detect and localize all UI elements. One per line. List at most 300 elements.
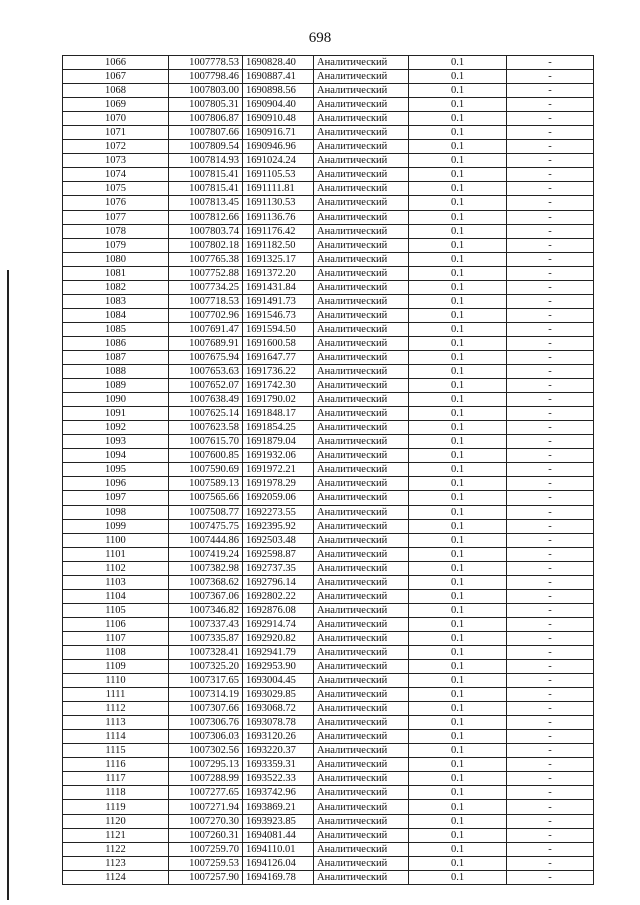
point-number-cell: 1124 [63, 870, 169, 884]
method-cell: Аналитический [314, 168, 409, 182]
note-cell: - [507, 716, 594, 730]
note-cell: - [507, 575, 594, 589]
y-coordinate-cell: 1693120.26 [243, 730, 314, 744]
point-number-cell: 1099 [63, 519, 169, 533]
y-coordinate-cell: 1690904.40 [243, 98, 314, 112]
point-number-cell: 1112 [63, 702, 169, 716]
point-number-cell: 1075 [63, 182, 169, 196]
y-coordinate-cell: 1691848.17 [243, 407, 314, 421]
note-cell: - [507, 772, 594, 786]
point-number-cell: 1078 [63, 224, 169, 238]
method-cell: Аналитический [314, 519, 409, 533]
x-coordinate-cell: 1007807.66 [169, 126, 243, 140]
note-cell: - [507, 870, 594, 884]
accuracy-cell: 0.1 [409, 182, 507, 196]
y-coordinate-cell: 1692796.14 [243, 575, 314, 589]
table-row [63, 800, 594, 814]
y-coordinate-cell: 1694081.44 [243, 828, 314, 842]
y-coordinate-cell: 1693923.85 [243, 814, 314, 828]
y-coordinate-cell: 1690887.41 [243, 70, 314, 84]
table-row [63, 336, 594, 350]
table-row [63, 477, 594, 491]
method-cell: Аналитический [314, 828, 409, 842]
x-coordinate-cell: 1007382.98 [169, 561, 243, 575]
y-coordinate-cell: 1692598.87 [243, 547, 314, 561]
y-coordinate-cell: 1693220.37 [243, 744, 314, 758]
x-coordinate-cell: 1007805.31 [169, 98, 243, 112]
note-cell: - [507, 252, 594, 266]
y-coordinate-cell: 1692503.48 [243, 533, 314, 547]
y-coordinate-cell: 1691130.53 [243, 196, 314, 210]
x-coordinate-cell: 1007288.99 [169, 772, 243, 786]
table-row [63, 449, 594, 463]
method-cell: Аналитический [314, 575, 409, 589]
point-number-cell: 1118 [63, 786, 169, 800]
accuracy-cell: 0.1 [409, 393, 507, 407]
table-row [63, 828, 594, 842]
x-coordinate-cell: 1007260.31 [169, 828, 243, 842]
note-cell: - [507, 617, 594, 631]
table-row [63, 702, 594, 716]
point-number-cell: 1097 [63, 491, 169, 505]
note-cell: - [507, 168, 594, 182]
method-cell: Аналитический [314, 617, 409, 631]
accuracy-cell: 0.1 [409, 463, 507, 477]
x-coordinate-cell: 1007306.76 [169, 716, 243, 730]
method-cell: Аналитический [314, 280, 409, 294]
accuracy-cell: 0.1 [409, 645, 507, 659]
accuracy-cell: 0.1 [409, 856, 507, 870]
table-row [63, 350, 594, 364]
y-coordinate-cell: 1691546.73 [243, 308, 314, 322]
x-coordinate-cell: 1007689.91 [169, 336, 243, 350]
y-coordinate-cell: 1693029.85 [243, 688, 314, 702]
note-cell: - [507, 196, 594, 210]
accuracy-cell: 0.1 [409, 842, 507, 856]
note-cell: - [507, 435, 594, 449]
x-coordinate-cell: 1007615.70 [169, 435, 243, 449]
accuracy-cell: 0.1 [409, 252, 507, 266]
point-number-cell: 1119 [63, 800, 169, 814]
table-row [63, 238, 594, 252]
x-coordinate-cell: 1007367.06 [169, 589, 243, 603]
table-row [63, 168, 594, 182]
method-cell: Аналитический [314, 224, 409, 238]
method-cell: Аналитический [314, 70, 409, 84]
y-coordinate-cell: 1691136.76 [243, 210, 314, 224]
accuracy-cell: 0.1 [409, 294, 507, 308]
y-coordinate-cell: 1691972.21 [243, 463, 314, 477]
table-row [63, 294, 594, 308]
y-coordinate-cell: 1692941.79 [243, 645, 314, 659]
note-cell: - [507, 688, 594, 702]
point-number-cell: 1092 [63, 421, 169, 435]
accuracy-cell: 0.1 [409, 336, 507, 350]
y-coordinate-cell: 1692395.92 [243, 519, 314, 533]
accuracy-cell: 0.1 [409, 730, 507, 744]
note-cell: - [507, 533, 594, 547]
x-coordinate-cell: 1007475.75 [169, 519, 243, 533]
table-row [63, 758, 594, 772]
method-cell: Аналитический [314, 477, 409, 491]
note-cell: - [507, 477, 594, 491]
y-coordinate-cell: 1691647.77 [243, 350, 314, 364]
note-cell: - [507, 491, 594, 505]
note-cell: - [507, 294, 594, 308]
point-number-cell: 1096 [63, 477, 169, 491]
method-cell: Аналитический [314, 505, 409, 519]
x-coordinate-cell: 1007328.41 [169, 645, 243, 659]
accuracy-cell: 0.1 [409, 814, 507, 828]
note-cell: - [507, 140, 594, 154]
accuracy-cell: 0.1 [409, 126, 507, 140]
method-cell: Аналитический [314, 435, 409, 449]
accuracy-cell: 0.1 [409, 322, 507, 336]
method-cell: Аналитический [314, 786, 409, 800]
accuracy-cell: 0.1 [409, 308, 507, 322]
x-coordinate-cell: 1007565.66 [169, 491, 243, 505]
y-coordinate-cell: 1692273.55 [243, 505, 314, 519]
point-number-cell: 1123 [63, 856, 169, 870]
note-cell: - [507, 730, 594, 744]
x-coordinate-cell: 1007346.82 [169, 603, 243, 617]
note-cell: - [507, 856, 594, 870]
accuracy-cell: 0.1 [409, 519, 507, 533]
point-number-cell: 1082 [63, 280, 169, 294]
note-cell: - [507, 322, 594, 336]
table-row [63, 407, 594, 421]
table-row [63, 772, 594, 786]
point-number-cell: 1106 [63, 617, 169, 631]
note-cell: - [507, 56, 594, 70]
point-number-cell: 1066 [63, 56, 169, 70]
table-row [63, 280, 594, 294]
point-number-cell: 1073 [63, 154, 169, 168]
method-cell: Аналитический [314, 603, 409, 617]
point-number-cell: 1116 [63, 758, 169, 772]
accuracy-cell: 0.1 [409, 70, 507, 84]
table-row [63, 112, 594, 126]
x-coordinate-cell: 1007625.14 [169, 407, 243, 421]
note-cell: - [507, 238, 594, 252]
note-cell: - [507, 407, 594, 421]
method-cell: Аналитический [314, 393, 409, 407]
method-cell: Аналитический [314, 674, 409, 688]
method-cell: Аналитический [314, 56, 409, 70]
method-cell: Аналитический [314, 84, 409, 98]
point-number-cell: 1121 [63, 828, 169, 842]
method-cell: Аналитический [314, 814, 409, 828]
point-number-cell: 1093 [63, 435, 169, 449]
point-number-cell: 1076 [63, 196, 169, 210]
note-cell: - [507, 84, 594, 98]
accuracy-cell: 0.1 [409, 365, 507, 379]
point-number-cell: 1091 [63, 407, 169, 421]
accuracy-cell: 0.1 [409, 196, 507, 210]
table-row [63, 56, 594, 70]
x-coordinate-cell: 1007806.87 [169, 112, 243, 126]
y-coordinate-cell: 1693068.72 [243, 702, 314, 716]
point-number-cell: 1105 [63, 603, 169, 617]
table-row [63, 379, 594, 393]
table-row [63, 84, 594, 98]
point-number-cell: 1068 [63, 84, 169, 98]
method-cell: Аналитический [314, 308, 409, 322]
accuracy-cell: 0.1 [409, 547, 507, 561]
y-coordinate-cell: 1692059.06 [243, 491, 314, 505]
x-coordinate-cell: 1007718.53 [169, 294, 243, 308]
table-row [63, 210, 594, 224]
accuracy-cell: 0.1 [409, 505, 507, 519]
table-row [63, 547, 594, 561]
y-coordinate-cell: 1690828.40 [243, 56, 314, 70]
table-row [63, 631, 594, 645]
accuracy-cell: 0.1 [409, 716, 507, 730]
method-cell: Аналитический [314, 238, 409, 252]
note-cell: - [507, 814, 594, 828]
y-coordinate-cell: 1690910.48 [243, 112, 314, 126]
accuracy-cell: 0.1 [409, 603, 507, 617]
x-coordinate-cell: 1007270.30 [169, 814, 243, 828]
accuracy-cell: 0.1 [409, 210, 507, 224]
x-coordinate-cell: 1007590.69 [169, 463, 243, 477]
y-coordinate-cell: 1694169.78 [243, 870, 314, 884]
note-cell: - [507, 336, 594, 350]
y-coordinate-cell: 1691736.22 [243, 365, 314, 379]
accuracy-cell: 0.1 [409, 758, 507, 772]
method-cell: Аналитический [314, 631, 409, 645]
accuracy-cell: 0.1 [409, 491, 507, 505]
point-number-cell: 1085 [63, 322, 169, 336]
x-coordinate-cell: 1007259.53 [169, 856, 243, 870]
table-row [63, 308, 594, 322]
x-coordinate-cell: 1007302.56 [169, 744, 243, 758]
method-cell: Аналитический [314, 210, 409, 224]
point-number-cell: 1067 [63, 70, 169, 84]
x-coordinate-cell: 1007813.45 [169, 196, 243, 210]
y-coordinate-cell: 1691932.06 [243, 449, 314, 463]
note-cell: - [507, 112, 594, 126]
point-number-cell: 1074 [63, 168, 169, 182]
x-coordinate-cell: 1007277.65 [169, 786, 243, 800]
note-cell: - [507, 210, 594, 224]
y-coordinate-cell: 1694110.01 [243, 842, 314, 856]
point-number-cell: 1108 [63, 645, 169, 659]
point-number-cell: 1102 [63, 561, 169, 575]
accuracy-cell: 0.1 [409, 379, 507, 393]
y-coordinate-cell: 1691594.50 [243, 322, 314, 336]
method-cell: Аналитический [314, 421, 409, 435]
method-cell: Аналитический [314, 98, 409, 112]
y-coordinate-cell: 1691854.25 [243, 421, 314, 435]
note-cell: - [507, 631, 594, 645]
accuracy-cell: 0.1 [409, 112, 507, 126]
table-row [63, 126, 594, 140]
y-coordinate-cell: 1691978.29 [243, 477, 314, 491]
method-cell: Аналитический [314, 140, 409, 154]
x-coordinate-cell: 1007802.18 [169, 238, 243, 252]
x-coordinate-cell: 1007675.94 [169, 350, 243, 364]
table-row [63, 463, 594, 477]
table-row [63, 196, 594, 210]
y-coordinate-cell: 1692876.08 [243, 603, 314, 617]
point-number-cell: 1114 [63, 730, 169, 744]
note-cell: - [507, 393, 594, 407]
x-coordinate-cell: 1007317.65 [169, 674, 243, 688]
table-row [63, 716, 594, 730]
x-coordinate-cell: 1007623.58 [169, 421, 243, 435]
x-coordinate-cell: 1007589.13 [169, 477, 243, 491]
y-coordinate-cell: 1693004.45 [243, 674, 314, 688]
y-coordinate-cell: 1691325.17 [243, 252, 314, 266]
accuracy-cell: 0.1 [409, 561, 507, 575]
y-coordinate-cell: 1692737.35 [243, 561, 314, 575]
y-coordinate-cell: 1690946.96 [243, 140, 314, 154]
note-cell: - [507, 589, 594, 603]
accuracy-cell: 0.1 [409, 870, 507, 884]
accuracy-cell: 0.1 [409, 266, 507, 280]
y-coordinate-cell: 1691879.04 [243, 435, 314, 449]
x-coordinate-cell: 1007508.77 [169, 505, 243, 519]
note-cell: - [507, 154, 594, 168]
point-number-cell: 1101 [63, 547, 169, 561]
accuracy-cell: 0.1 [409, 828, 507, 842]
point-number-cell: 1084 [63, 308, 169, 322]
table-row [63, 870, 594, 884]
note-cell: - [507, 70, 594, 84]
point-number-cell: 1103 [63, 575, 169, 589]
x-coordinate-cell: 1007803.74 [169, 224, 243, 238]
note-cell: - [507, 744, 594, 758]
accuracy-cell: 0.1 [409, 168, 507, 182]
point-number-cell: 1069 [63, 98, 169, 112]
method-cell: Аналитический [314, 744, 409, 758]
table-row [63, 252, 594, 266]
method-cell: Аналитический [314, 589, 409, 603]
page-number: 698 [308, 30, 332, 46]
y-coordinate-cell: 1692920.82 [243, 631, 314, 645]
point-number-cell: 1079 [63, 238, 169, 252]
x-coordinate-cell: 1007368.62 [169, 575, 243, 589]
y-coordinate-cell: 1691372.20 [243, 266, 314, 280]
accuracy-cell: 0.1 [409, 421, 507, 435]
x-coordinate-cell: 1007337.43 [169, 617, 243, 631]
x-coordinate-cell: 1007778.53 [169, 56, 243, 70]
table-row [63, 688, 594, 702]
point-number-cell: 1100 [63, 533, 169, 547]
x-coordinate-cell: 1007814.93 [169, 154, 243, 168]
y-coordinate-cell: 1691431.84 [243, 280, 314, 294]
note-cell: - [507, 800, 594, 814]
point-number-cell: 1120 [63, 814, 169, 828]
method-cell: Аналитический [314, 716, 409, 730]
method-cell: Аналитический [314, 112, 409, 126]
note-cell: - [507, 561, 594, 575]
x-coordinate-cell: 1007600.85 [169, 449, 243, 463]
table-row [63, 814, 594, 828]
y-coordinate-cell: 1690916.71 [243, 126, 314, 140]
table-row [63, 266, 594, 280]
point-number-cell: 1080 [63, 252, 169, 266]
point-number-cell: 1113 [63, 716, 169, 730]
accuracy-cell: 0.1 [409, 772, 507, 786]
table-row [63, 645, 594, 659]
y-coordinate-cell: 1693522.33 [243, 772, 314, 786]
note-cell: - [507, 505, 594, 519]
table-row [63, 533, 594, 547]
method-cell: Аналитический [314, 730, 409, 744]
table-row [63, 98, 594, 112]
y-coordinate-cell: 1691182.50 [243, 238, 314, 252]
table-row [63, 491, 594, 505]
y-coordinate-cell: 1691742.30 [243, 379, 314, 393]
table-row [63, 730, 594, 744]
accuracy-cell: 0.1 [409, 280, 507, 294]
x-coordinate-cell: 1007691.47 [169, 322, 243, 336]
method-cell: Аналитический [314, 491, 409, 505]
x-coordinate-cell: 1007815.41 [169, 182, 243, 196]
accuracy-cell: 0.1 [409, 688, 507, 702]
method-cell: Аналитический [314, 252, 409, 266]
accuracy-cell: 0.1 [409, 154, 507, 168]
table-row [63, 70, 594, 84]
method-cell: Аналитический [314, 660, 409, 674]
y-coordinate-cell: 1690898.56 [243, 84, 314, 98]
note-cell: - [507, 365, 594, 379]
method-cell: Аналитический [314, 645, 409, 659]
y-coordinate-cell: 1691491.73 [243, 294, 314, 308]
accuracy-cell: 0.1 [409, 674, 507, 688]
x-coordinate-cell: 1007812.66 [169, 210, 243, 224]
accuracy-cell: 0.1 [409, 407, 507, 421]
y-coordinate-cell: 1694126.04 [243, 856, 314, 870]
point-number-cell: 1115 [63, 744, 169, 758]
table-row [63, 744, 594, 758]
accuracy-cell: 0.1 [409, 435, 507, 449]
method-cell: Аналитический [314, 266, 409, 280]
x-coordinate-cell: 1007653.63 [169, 365, 243, 379]
method-cell: Аналитический [314, 533, 409, 547]
method-cell: Аналитический [314, 870, 409, 884]
y-coordinate-cell: 1691790.02 [243, 393, 314, 407]
table-row [63, 617, 594, 631]
method-cell: Аналитический [314, 856, 409, 870]
accuracy-cell: 0.1 [409, 660, 507, 674]
note-cell: - [507, 660, 594, 674]
point-number-cell: 1111 [63, 688, 169, 702]
point-number-cell: 1094 [63, 449, 169, 463]
x-coordinate-cell: 1007419.24 [169, 547, 243, 561]
y-coordinate-cell: 1691176.42 [243, 224, 314, 238]
point-number-cell: 1122 [63, 842, 169, 856]
note-cell: - [507, 421, 594, 435]
note-cell: - [507, 842, 594, 856]
x-coordinate-cell: 1007314.19 [169, 688, 243, 702]
accuracy-cell: 0.1 [409, 477, 507, 491]
point-number-cell: 1117 [63, 772, 169, 786]
note-cell: - [507, 519, 594, 533]
method-cell: Аналитический [314, 182, 409, 196]
method-cell: Аналитический [314, 154, 409, 168]
accuracy-cell: 0.1 [409, 350, 507, 364]
method-cell: Аналитический [314, 547, 409, 561]
table-row [63, 660, 594, 674]
y-coordinate-cell: 1692953.90 [243, 660, 314, 674]
table-row [63, 182, 594, 196]
note-cell: - [507, 379, 594, 393]
y-coordinate-cell: 1692802.22 [243, 589, 314, 603]
y-coordinate-cell: 1691600.58 [243, 336, 314, 350]
